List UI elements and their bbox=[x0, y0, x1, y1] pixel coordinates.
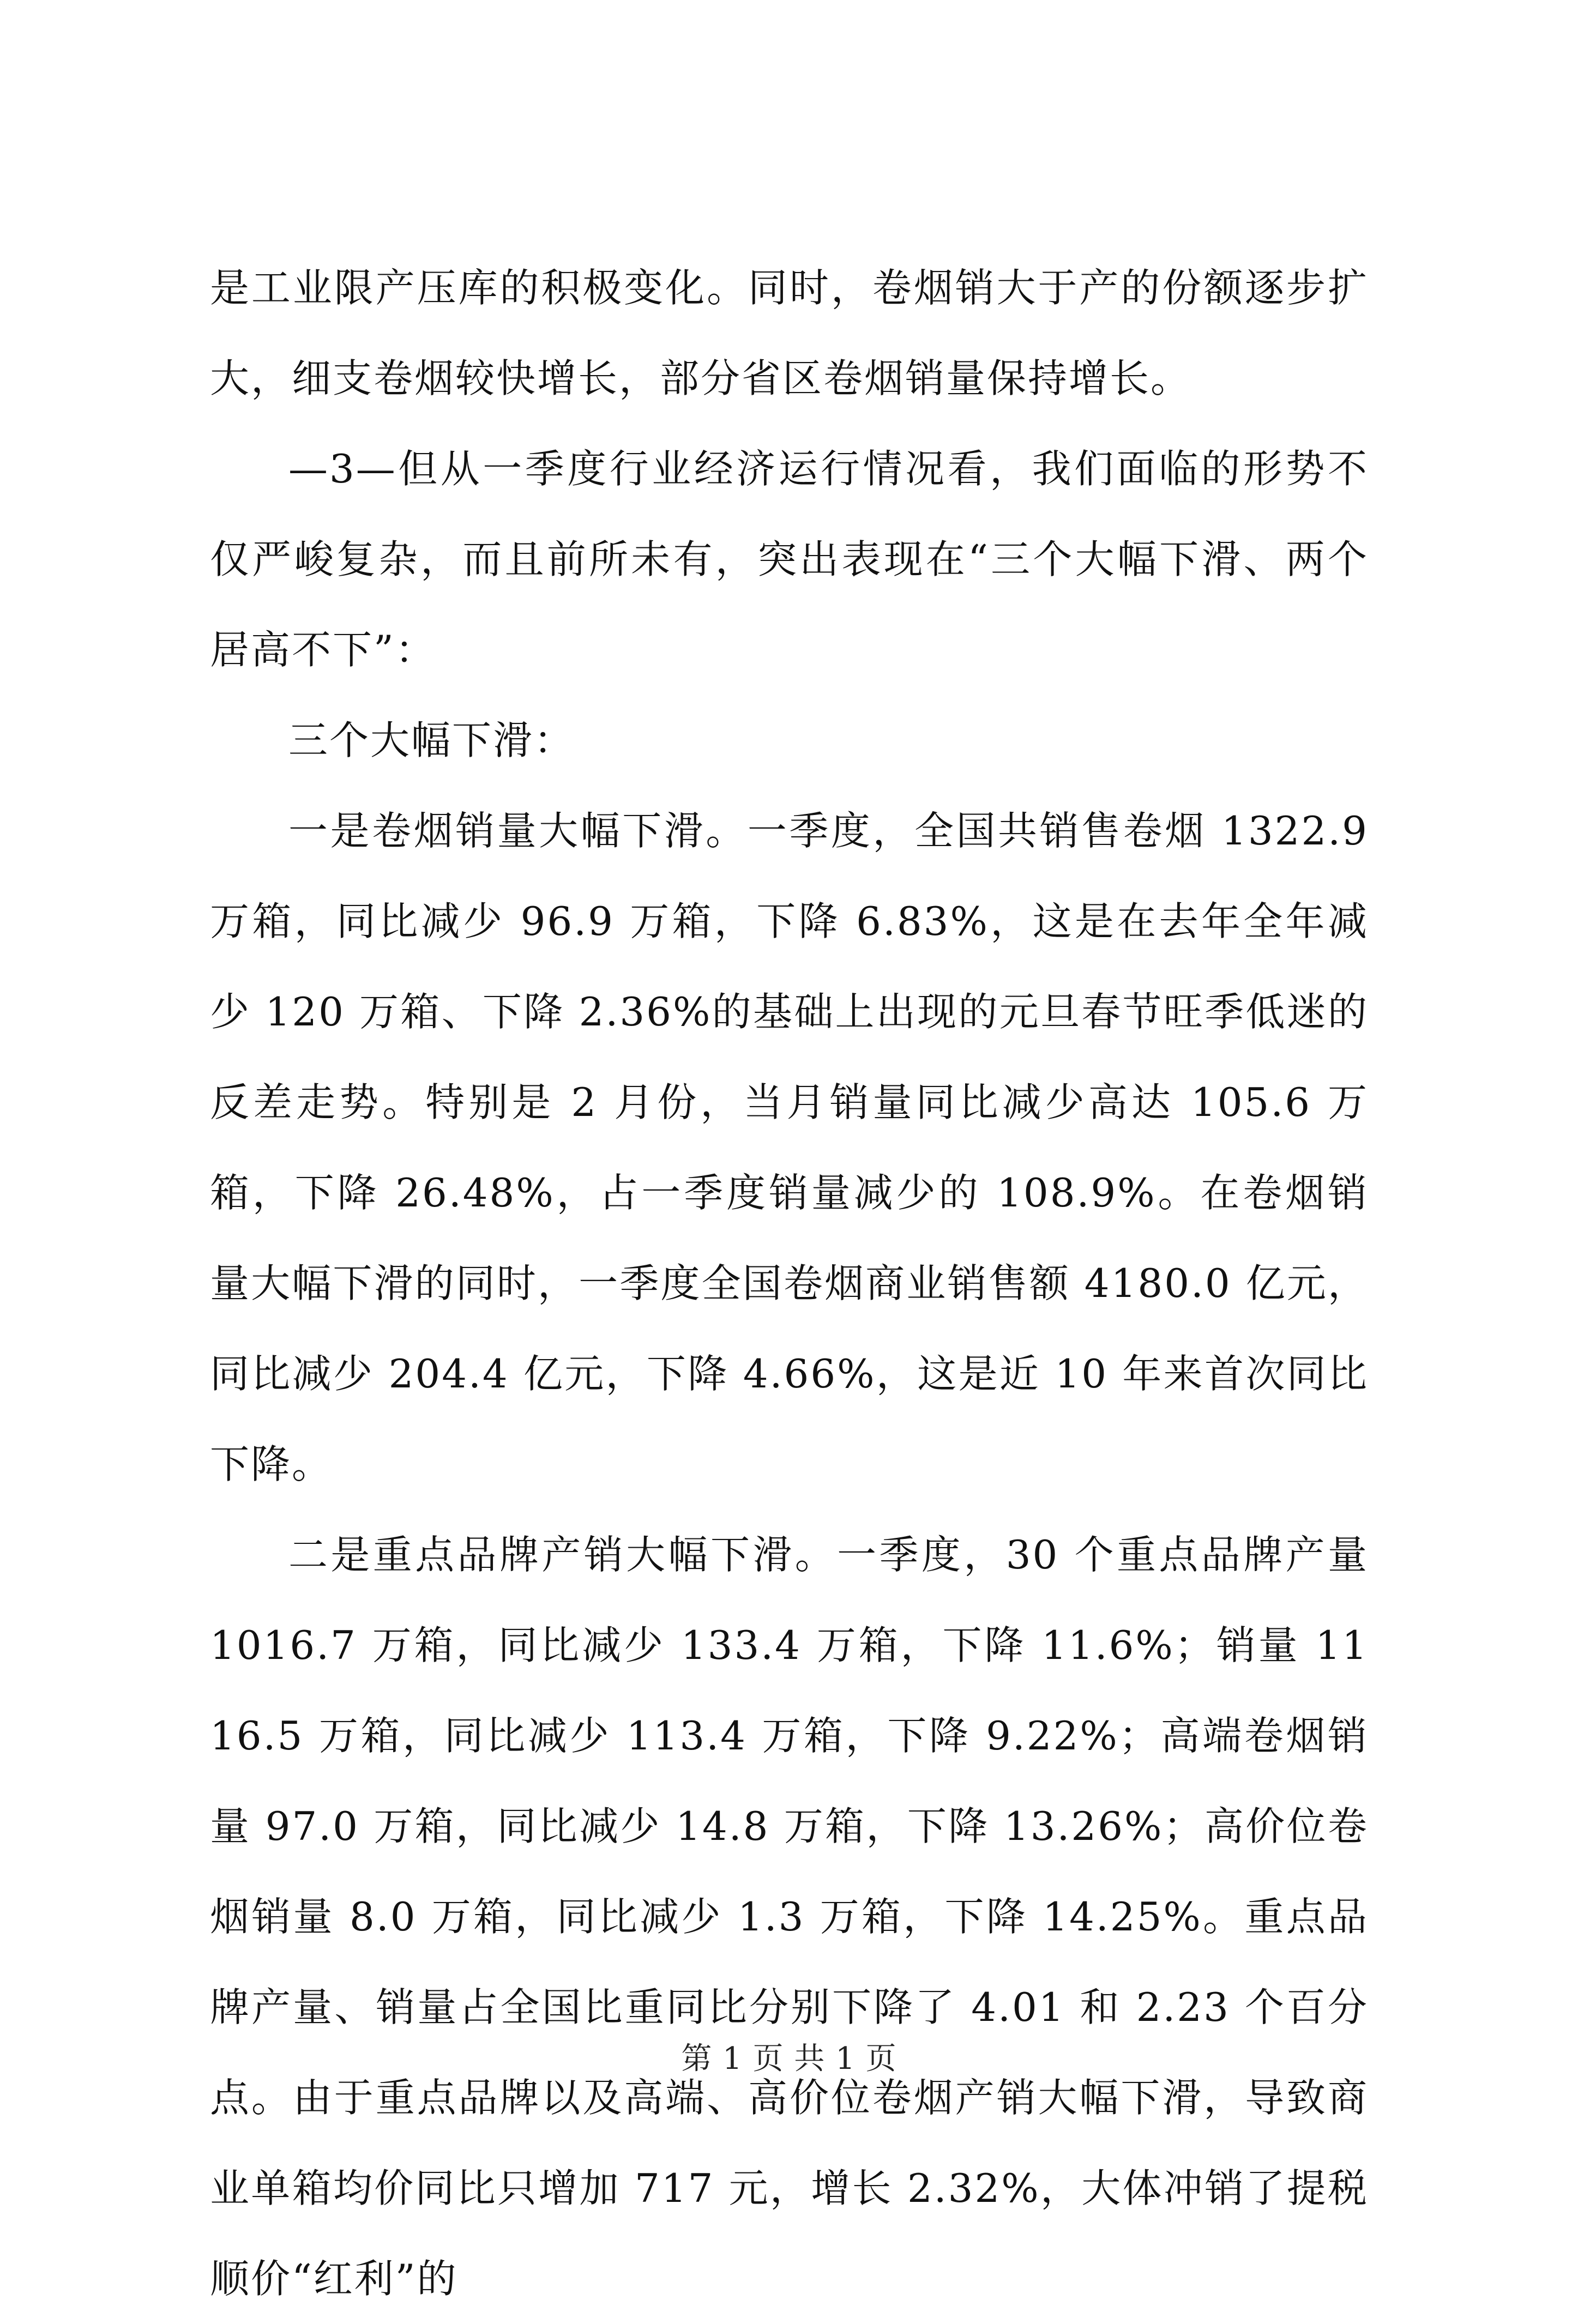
page-footer: 第 1 页 共 1 页 bbox=[681, 2041, 897, 2076]
paragraph-2: —3—但从一季度行业经济运行情况看，我们面临的形势不仅严峻复杂，而且前所未有，突出表现在“三个大幅下滑、两个居高不下”： bbox=[210, 446, 1369, 673]
paragraph-4: 一是卷烟销量大幅下滑。一季度，全国共销售卷烟 1322.9 万箱，同比减少 96.9 万箱，下降 6.83%，这是在去年全年减少 120 万箱、下降 2.36%的基础上出现的元旦春节旺季低迷的反差走势。特别是 2 月份，当月销量同比减少高达 105.6 万箱，下降 26.48%，占一季度销量减少的 108.9%。在卷烟销量大幅下滑的同时，一季度全国卷烟商业销售额 4180.0 亿元，同比减少 204.4 亿元，下降 4.66%，这是近 10 年来首次同比下降。 bbox=[210, 808, 1369, 1487]
paragraph-5: 二是重点品牌产销大幅下滑。一季度，30 个重点品牌产量 1016.7 万箱，同比减少 133.4 万箱，下降 11.6%；销量 1116.5 万箱，同比减少 113.4 万箱，下降 9.22%；高端卷烟销量 97.0 万箱，同比减少 14.8 万箱，下降 13.26%；高价位卷烟销量 8.0 万箱，同比减少 1.3 万箱，下降 14.25%。重点品牌产量、销量占全国比重同比分别下降了 4.01 和 2.23 个百分点。由于重点品牌以及高端、高价位卷烟产销大幅下滑，导致商业单箱均价同比只增加 717 元，增长 2.32%，大体冲销了提税顺价“红利”的 bbox=[210, 1532, 1369, 2302]
paragraph-3-heading: 三个大幅下滑： bbox=[288, 717, 575, 763]
paragraph-1: 是工业限产压库的积极变化。同时，卷烟销大于产的份额逐步扩大，细支卷烟较快增长，部分省区卷烟销量保持增长。 bbox=[210, 265, 1369, 401]
document-body bbox=[210, 243, 1369, 2324]
